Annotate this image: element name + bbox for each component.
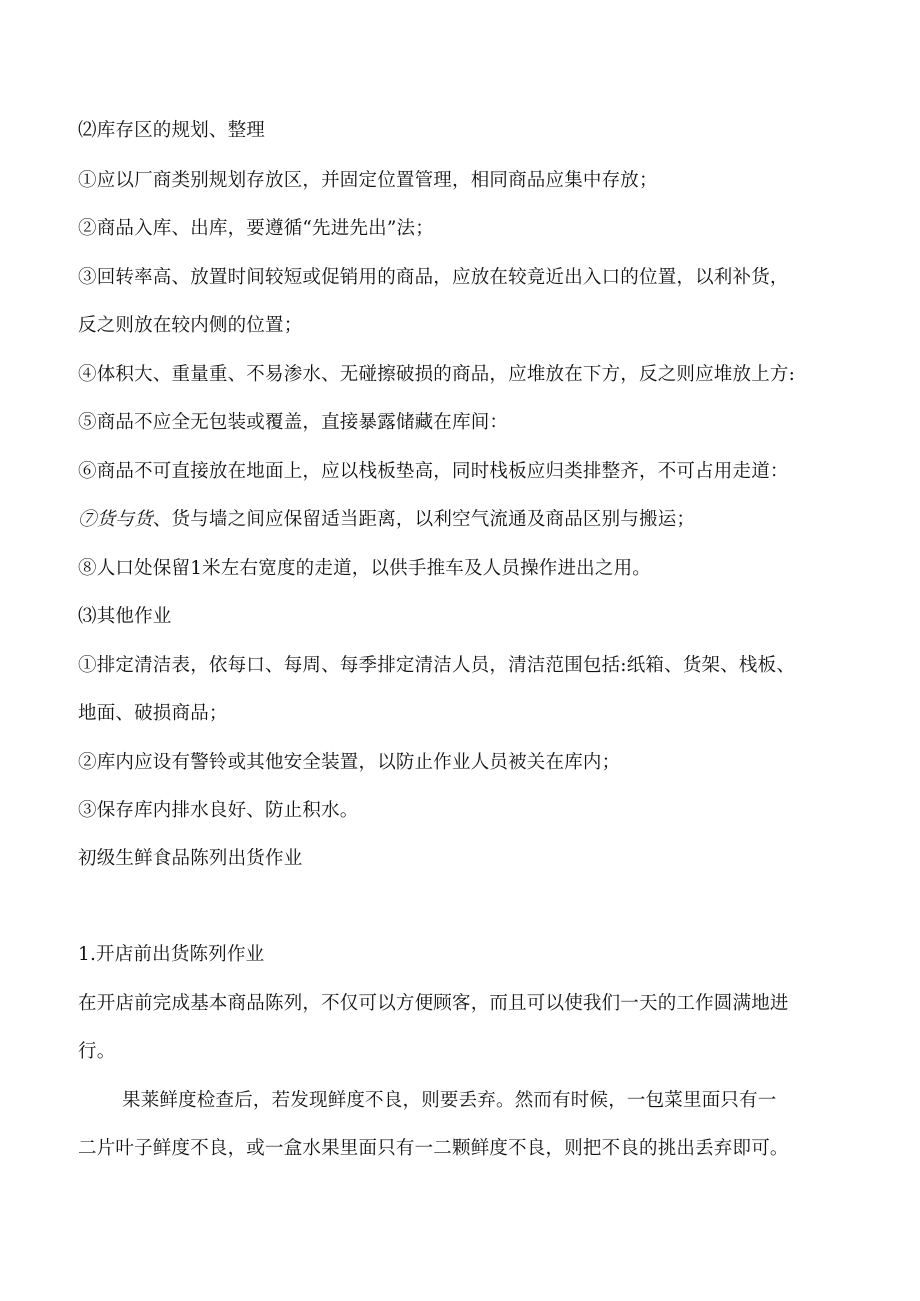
chapter-title: 初级生鲜食品陈列出货作业	[78, 848, 303, 869]
part-1-para-2-line-1: 果莱鲜度检查后，若发现鲜度不良，则要丢弃。然而有时候，一包菜里面只有一	[122, 1090, 777, 1111]
section-3-heading: ⑶其他作业	[78, 606, 172, 627]
section-2-item-7-rest: 、货与墙之间应保留适当距离，以利空气流通及商品区别与搬运；	[152, 509, 696, 530]
section-2-item-8: ⑧人口处保留1米左右宽度的走道，以供手推车及人员操作进出之用。	[78, 558, 651, 579]
part-1-para-1-line-2: 行。	[78, 1041, 116, 1062]
section-3-item-3: ③保存库内排水良好、防止积水。	[78, 800, 359, 821]
part-1-para-2-line-2: 二片叶子鲜度不良，或一盒水果里面只有一二颗鲜度不良，则把不良的挑出丢弃即可。	[78, 1138, 789, 1159]
section-2-heading: ⑵库存区的规划、整理	[78, 120, 266, 141]
section-2-item-6: ⑥商品不可直接放在地面上，应以栈板垫高，同时栈板应归类排整齐，不可占用走道：	[78, 461, 789, 482]
part-1-para-1-line-1: 在开店前完成基本商品陈列，不仅可以方便顾客，而且可以使我们一天的工作圆满地进	[78, 993, 789, 1014]
section-2-item-2: ②商品入库、出库，要遵循“先进先出”法；	[78, 218, 434, 239]
section-3-item-1-line-2: 地面、破损商品；	[78, 703, 228, 724]
section-3-item-2: ②库内应设有警铃或其他安全装置，以防止作业人员被关在库内；	[78, 752, 621, 773]
section-2-item-7	[78, 507, 838, 533]
section-3-item-1-line-1: ①排定清洁表，依每口、每周、每季排定清洁人员，清洁范围包括:纸箱、货架、栈板、	[78, 655, 796, 676]
section-2-item-1: ①应以厂商类别规划存放区，并固定位置管理，相同商品应集中存放；	[78, 170, 658, 191]
section-2-item-7-italic: ⑦货与货	[78, 509, 153, 530]
part-1-heading: 1.开店前出货陈列作业	[78, 944, 265, 965]
section-2-item-3-line-2: 反之则放在较内侧的位置；	[78, 315, 303, 336]
section-2-item-4: ④体积大、重量重、不易渗水、无碰擦破损的商品，应堆放在下方，反之则应堆放上方:	[78, 364, 796, 385]
section-2-item-5: ⑤商品不应全无包装或覆盖，直接暴露储藏在库间：	[78, 412, 509, 433]
section-2-item-3-line-1: ③回转率高、放置时间较短或促销用的商品，应放在较竟近出入口的位置，以利补货，	[78, 267, 789, 288]
